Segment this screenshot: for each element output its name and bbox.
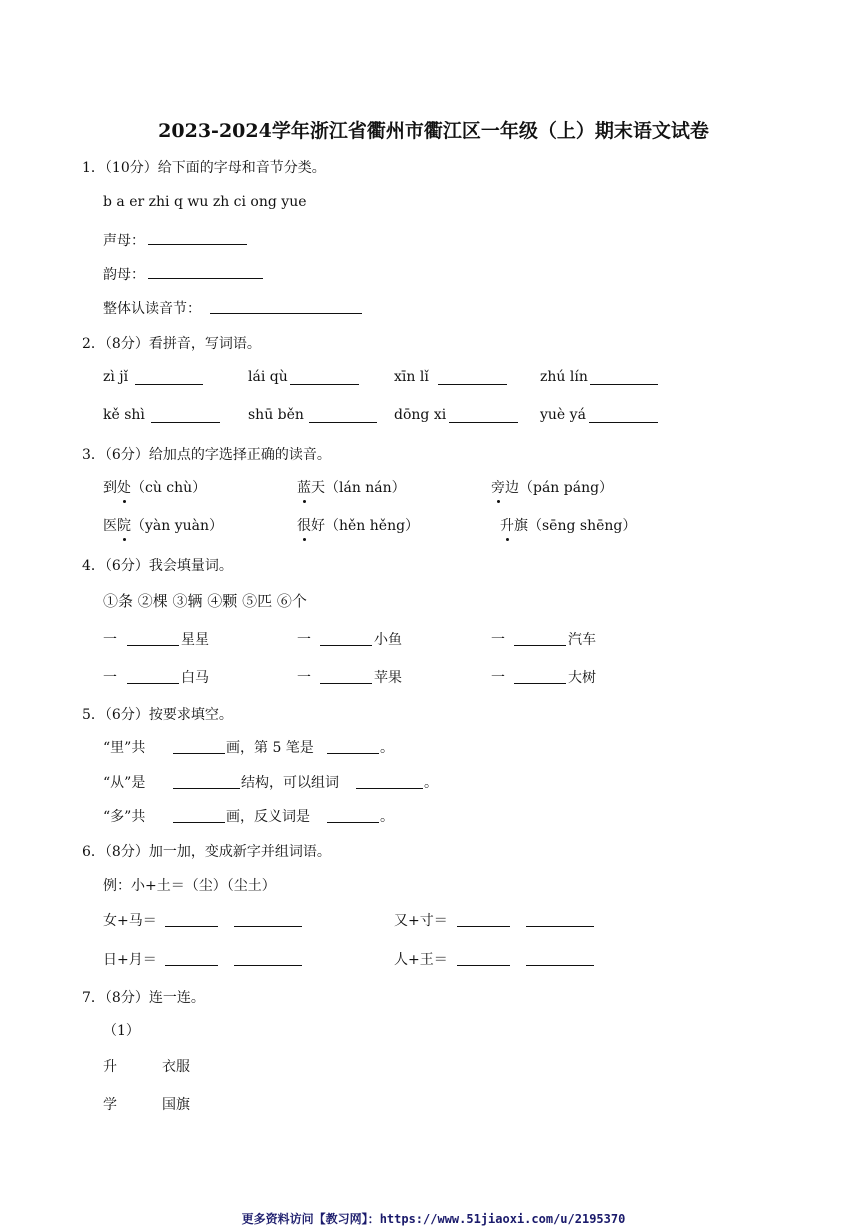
q3-char: 好: [311, 518, 325, 534]
q3-pinyin-choice: （cù chù）: [131, 480, 207, 496]
q2-pinyin: dōng xi: [394, 407, 447, 423]
q3-pinyin-choice: （sēng shēng）: [528, 518, 637, 534]
q4-noun: 大树: [568, 670, 596, 686]
q3-char: 到: [103, 480, 117, 496]
q6-stem: 6．（8分）加一加，变成新字并组词语。: [82, 844, 331, 860]
q1-letters: b a er zhi q wu zh ci ong yue: [103, 194, 307, 210]
q5-blank[interactable]: [327, 753, 379, 754]
q1-yunmu-blank[interactable]: [148, 278, 263, 279]
q5-period: 。: [380, 809, 394, 825]
q3-dotted-char: 升: [500, 515, 514, 535]
q6-blank-word[interactable]: [526, 926, 594, 927]
q2-stem: 2．（8分）看拼音，写词语。: [82, 336, 261, 352]
q6-item: 人+王＝: [394, 952, 448, 968]
q5-stem: 5．（6分）按要求填空。: [82, 707, 233, 723]
q6-item: 又+寸＝: [394, 913, 448, 929]
q2-pinyin: zì jǐ: [103, 369, 129, 385]
q2-blank[interactable]: [438, 384, 507, 385]
q5-line3-b: 画，反义词是: [226, 809, 310, 825]
q4-blank[interactable]: [320, 683, 372, 684]
q1-stem: 1．（10分）给下面的字母和音节分类。: [82, 160, 326, 176]
q3-char: 边: [505, 480, 519, 496]
q2-blank[interactable]: [589, 422, 658, 423]
q3-pinyin-choice: （hěn hěng）: [325, 518, 420, 534]
q4-noun: 星星: [181, 632, 209, 648]
q3-dotted-char: 院: [117, 515, 131, 535]
q2-blank[interactable]: [449, 422, 518, 423]
q4-blank[interactable]: [514, 683, 566, 684]
q3-pinyin-choice: （lán nán）: [325, 480, 406, 496]
q3-char: 旗: [514, 518, 528, 534]
q5-period: 。: [380, 740, 394, 756]
q3-item-5[interactable]: [297, 515, 419, 535]
q4-noun: 汽车: [568, 632, 596, 648]
q4-noun: 白马: [181, 670, 209, 686]
q5-line2-a: “从”是: [103, 775, 146, 791]
q4-stem: 4．（6分）我会填量词。: [82, 558, 233, 574]
q5-line3-a: “多”共: [103, 809, 146, 825]
page-title: 2023-2024学年浙江省衢州市衢江区一年级（上）期末语文试卷: [158, 120, 709, 142]
q2-pinyin: kě shì: [103, 407, 145, 423]
q2-blank[interactable]: [151, 422, 220, 423]
q6-blank-char[interactable]: [457, 965, 510, 966]
q3-char: 医: [103, 518, 117, 534]
q3-stem: 3．（6分）给加点的字选择正确的读音。: [82, 447, 331, 463]
q1-yunmu-label: 韵母：: [103, 267, 145, 283]
q3-item-1[interactable]: [103, 477, 206, 497]
q3-pinyin-choice: （yàn yuàn）: [131, 518, 224, 534]
q4-options: ①条 ②棵 ③辆 ④颗 ⑤匹 ⑥个: [103, 592, 307, 610]
q6-blank-char[interactable]: [457, 926, 510, 927]
q6-item: 女+马＝: [103, 913, 157, 929]
footer-link[interactable]: https://www.51jiaoxi.com/u/2195370: [379, 1212, 626, 1226]
footer-prefix: 更多资料访问【教习网】：: [241, 1212, 380, 1226]
q6-blank-word[interactable]: [234, 926, 302, 927]
q6-blank-char[interactable]: [165, 926, 218, 927]
q1-shengmu-label: 声母：: [103, 233, 145, 249]
q4-blank[interactable]: [320, 645, 372, 646]
q4-yi: 一: [297, 632, 311, 648]
q2-blank[interactable]: [590, 384, 658, 385]
q7-sub-label: （1）: [103, 1023, 140, 1039]
q4-yi: 一: [297, 670, 311, 686]
q4-blank[interactable]: [127, 683, 179, 684]
q2-pinyin: xīn lǐ: [394, 369, 429, 385]
q5-period: 。: [424, 775, 438, 791]
q5-line2-b: 结构，可以组词: [241, 775, 339, 791]
q7-right-item[interactable]: 衣服: [162, 1059, 190, 1075]
footer: [0, 1210, 867, 1227]
q3-item-6[interactable]: [500, 515, 636, 535]
q2-pinyin: yuè yá: [540, 407, 586, 423]
q4-yi: 一: [103, 632, 117, 648]
q2-pinyin: zhú lín: [540, 369, 588, 385]
q2-blank[interactable]: [135, 384, 203, 385]
q2-blank[interactable]: [290, 384, 359, 385]
q4-noun: 小鱼: [374, 632, 402, 648]
q3-dotted-char: 很: [297, 515, 311, 535]
q4-noun: 苹果: [374, 670, 402, 686]
q5-line1-a: “里”共: [103, 740, 146, 756]
q7-left-item[interactable]: 升: [103, 1059, 117, 1075]
q5-blank[interactable]: [173, 753, 225, 754]
q4-blank[interactable]: [127, 645, 179, 646]
q7-stem: 7．（8分）连一连。: [82, 990, 205, 1006]
q2-pinyin: lái qù: [248, 369, 288, 385]
q1-zhengti-label: 整体认读音节：: [103, 301, 201, 317]
q4-yi: 一: [491, 632, 505, 648]
q3-dotted-char: 处: [117, 477, 131, 497]
q3-dotted-char: 蓝: [297, 477, 311, 497]
q3-item-2[interactable]: [297, 477, 406, 497]
q5-blank[interactable]: [173, 788, 240, 789]
q2-pinyin: shū běn: [248, 407, 304, 423]
q2-blank[interactable]: [309, 422, 377, 423]
q3-dotted-char: 旁: [491, 477, 505, 497]
q6-example: 例：小+土＝（尘）（尘土）: [103, 878, 276, 894]
q6-item: 日+月＝: [103, 952, 157, 968]
q3-item-4[interactable]: [103, 515, 223, 535]
q7-right-item[interactable]: 国旗: [162, 1097, 190, 1113]
q7-left-item[interactable]: 学: [103, 1097, 117, 1113]
q6-blank-word[interactable]: [526, 965, 594, 966]
q5-line1-b: 画，第 5 笔是: [226, 740, 314, 756]
q1-shengmu-blank[interactable]: [148, 244, 247, 245]
q5-blank[interactable]: [327, 822, 379, 823]
q3-char: 天: [311, 480, 325, 496]
q6-blank-char[interactable]: [165, 965, 218, 966]
q5-blank[interactable]: [173, 822, 225, 823]
q4-yi: 一: [103, 670, 117, 686]
q4-blank[interactable]: [514, 645, 566, 646]
q3-item-3[interactable]: [491, 477, 613, 497]
q6-blank-word[interactable]: [234, 965, 302, 966]
q4-yi: 一: [491, 670, 505, 686]
q5-blank[interactable]: [356, 788, 423, 789]
q3-pinyin-choice: （pán páng）: [519, 480, 614, 496]
q1-zhengti-blank[interactable]: [210, 313, 362, 314]
